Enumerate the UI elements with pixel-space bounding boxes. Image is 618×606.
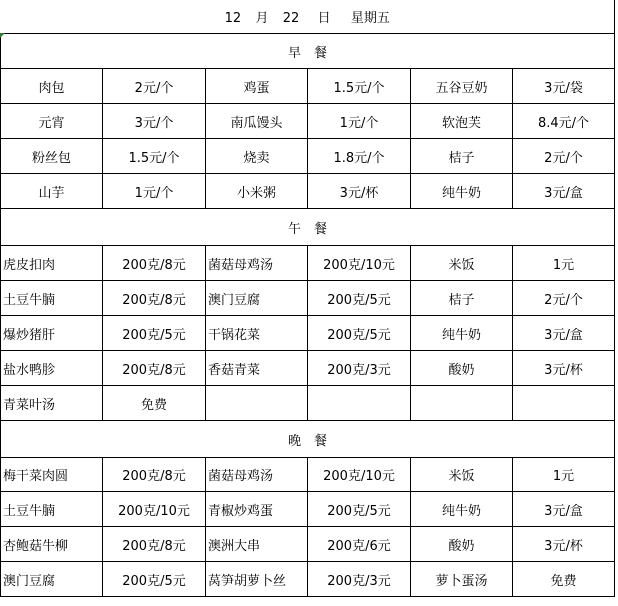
item-price: 1元/个: [308, 104, 411, 139]
item-name: 桔子: [411, 139, 513, 174]
table-row: [1, 351, 615, 386]
table-row: [1, 386, 615, 421]
item-name: 萝卜蛋汤: [411, 562, 513, 597]
item-price: 8.4元/个: [513, 104, 615, 139]
dinner-heading: 晚 餐: [1, 421, 615, 458]
table-row: [1, 104, 615, 139]
item-price: 2元/个: [513, 281, 615, 316]
item-name: 肉包: [1, 69, 103, 104]
empty-cell: [308, 386, 411, 421]
item-name: 莴笋胡萝卜丝: [206, 562, 308, 597]
item-name: 酸奶: [411, 351, 513, 386]
lunch-heading: 午 餐: [1, 209, 615, 246]
item-name: 盐水鸭胗: [1, 351, 103, 386]
item-price: 免费: [103, 386, 206, 421]
item-name: 南瓜馒头: [206, 104, 308, 139]
item-price: 200克/8元: [103, 458, 206, 492]
item-name: 纯牛奶: [411, 316, 513, 351]
date-month: 12: [224, 11, 242, 26]
table-row: [1, 458, 615, 492]
item-price: 200克/5元: [103, 316, 206, 351]
item-price: 1.5元/个: [103, 139, 206, 174]
item-price: 3元/杯: [308, 174, 411, 209]
item-price: 200克/10元: [103, 492, 206, 527]
item-name: 澳门豆腐: [206, 281, 308, 316]
item-price: 免费: [513, 562, 615, 597]
item-name: 酸奶: [411, 527, 513, 562]
item-name: 菌菇母鸡汤: [206, 246, 308, 281]
item-name: 澳洲大串: [206, 527, 308, 562]
item-price: 200克/10元: [308, 246, 411, 281]
item-name: 米饭: [411, 246, 513, 281]
item-name: 烧卖: [206, 139, 308, 174]
item-name: 爆炒猪肝: [1, 316, 103, 351]
item-price: 3元/盒: [513, 492, 615, 527]
empty-cell: [206, 386, 308, 421]
breakfast-heading-row: [1, 34, 615, 69]
item-name: 青菜叶汤: [1, 386, 103, 421]
item-price: 3元/盒: [513, 174, 615, 209]
item-price: 3元/杯: [513, 527, 615, 562]
date-title: [1, 0, 615, 34]
item-name: 纯牛奶: [411, 174, 513, 209]
item-price: 3元/杯: [513, 351, 615, 386]
item-price: 200克/3元: [308, 562, 411, 597]
empty-cell: [411, 386, 513, 421]
item-price: 2元/个: [513, 139, 615, 174]
item-price: 200克/8元: [103, 527, 206, 562]
item-name: 软泡芙: [411, 104, 513, 139]
item-price: 1元: [513, 246, 615, 281]
cell-marker-icon: [0, 33, 5, 38]
item-price: 3元/盒: [513, 316, 615, 351]
item-price: 3元/个: [103, 104, 206, 139]
item-name: 桔子: [411, 281, 513, 316]
item-price: 1元/个: [103, 174, 206, 209]
item-name: 小米粥: [206, 174, 308, 209]
item-price: 1.5元/个: [308, 69, 411, 104]
item-name: 菌菇母鸡汤: [206, 458, 308, 492]
date-day: 22: [282, 11, 300, 26]
item-price: 200克/8元: [103, 246, 206, 281]
table-row: [1, 246, 615, 281]
item-name: 干锅花菜: [206, 316, 308, 351]
item-name: 鸡蛋: [206, 69, 308, 104]
date-day-label: 日: [317, 11, 331, 26]
item-name: 香菇青菜: [206, 351, 308, 386]
table-row: [1, 69, 615, 104]
item-name: 米饭: [411, 458, 513, 492]
item-price: 200克/8元: [103, 351, 206, 386]
table-row: [1, 492, 615, 527]
item-price: 2元/个: [103, 69, 206, 104]
item-price: 200克/5元: [103, 562, 206, 597]
item-name: 纯牛奶: [411, 492, 513, 527]
item-price: 200克/5元: [308, 492, 411, 527]
item-name: 梅干菜肉圆: [1, 458, 103, 492]
item-name: 澳门豆腐: [1, 562, 103, 597]
date-weekday: 星期五: [350, 11, 390, 26]
table-row: [1, 562, 615, 597]
table-row: [1, 174, 615, 209]
item-price: 1.8元/个: [308, 139, 411, 174]
dinner-heading-row: [1, 421, 615, 458]
item-name: 五谷豆奶: [411, 69, 513, 104]
item-price: 200克/3元: [308, 351, 411, 386]
item-name: 土豆牛腩: [1, 492, 103, 527]
item-price: 1元: [513, 458, 615, 492]
table-row: [1, 316, 615, 351]
table-row: [1, 139, 615, 174]
item-name: 土豆牛腩: [1, 281, 103, 316]
item-name: 粉丝包: [1, 139, 103, 174]
item-price: 200克/10元: [308, 458, 411, 492]
table-row: [1, 527, 615, 562]
item-price: 200克/6元: [308, 527, 411, 562]
empty-cell: [513, 386, 615, 421]
item-price: 200克/5元: [308, 281, 411, 316]
item-name: 元宵: [1, 104, 103, 139]
item-name: 虎皮扣肉: [1, 246, 103, 281]
lunch-heading-row: [1, 209, 615, 246]
item-price: 200克/8元: [103, 281, 206, 316]
date-month-label: 月: [255, 11, 269, 26]
table-row: [1, 281, 615, 316]
item-price: 200克/5元: [308, 316, 411, 351]
item-name: 杏鲍菇牛柳: [1, 527, 103, 562]
item-price: 3元/袋: [513, 69, 615, 104]
item-name: 山芋: [1, 174, 103, 209]
breakfast-heading: 早 餐: [1, 34, 615, 69]
item-name: 青椒炒鸡蛋: [206, 492, 308, 527]
title-row: [1, 0, 615, 34]
